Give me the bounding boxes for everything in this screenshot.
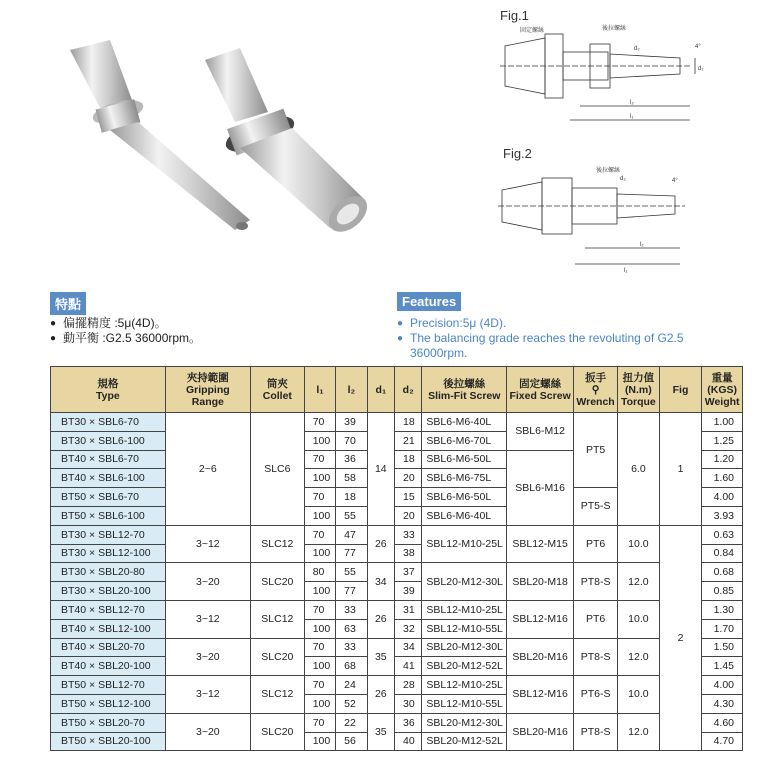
table-row: BT40 × SBL12-70 3~12 SLC12 70 33 26 31 SBL12-M10-25L SBL12-M16 PT6 10.0 1.30 (51, 600, 743, 619)
table-row: BT40 × SBL12-100 100 63 32 SBL12-M10-55L 1.70 (51, 619, 743, 638)
features-zh-tag: 特點 (50, 292, 86, 315)
spec-table (50, 366, 743, 751)
header-range: 夾持範圍 Gripping Range (165, 367, 250, 413)
header-l2: l₂ (336, 367, 367, 413)
svg-text:4°: 4° (672, 178, 678, 184)
table-row: BT40 × SBL6-100 100 58 20 SBL6-M6-75L 1.60 (51, 469, 743, 488)
svg-text:後拉螺絲: 後拉螺絲 (596, 168, 621, 174)
table-row: BT30 × SBL20-80 3~20 SLC20 80 55 34 37 SBL20-M12-30L SBL20-M18 PT8-S 12.0 0.68 (51, 563, 743, 582)
table-row: BT50 × SBL6-70 70 18 15 SBL6-M6-50L PT5-S 4.00 (51, 488, 743, 507)
header-collet: 筒夾 Collet (250, 367, 304, 413)
table-row: BT30 × SBL6-70 2~6 SLC6 70 39 14 18 SBL6-M6-40L SBL6-M12 PT5 6.0 1 1.00 (51, 413, 743, 432)
svg-text:後拉螺絲: 後拉螺絲 (602, 26, 627, 32)
table-row: BT40 × SBL20-70 3~20 SLC20 70 33 35 34 SBL20-M12-30L SBL20-M16 PT8-S 12.0 1.50 (51, 638, 743, 657)
table-row: BT50 × SBL12-100 100 52 30 SBL12-M10-55L 4.30 (51, 694, 743, 713)
wrench-icon: ⚲ (591, 383, 600, 396)
list-item: ● Precision:5μ (4D). (397, 316, 717, 331)
product-photo (40, 30, 380, 260)
header-fig: Fig (659, 367, 702, 413)
features-en-list (397, 316, 717, 361)
svg-text:l₁: l₁ (630, 114, 634, 120)
svg-text:d₂: d₂ (620, 176, 626, 182)
features-zh-list (50, 316, 201, 346)
table-row: BT30 × SBL6-100 100 70 21 SBL6-M6-70L 1.25 (51, 431, 743, 450)
table-header-row (51, 367, 743, 413)
header-d2: d₂ (395, 367, 422, 413)
svg-text:l₂: l₂ (640, 242, 644, 248)
header-l1: l₁ (304, 367, 335, 413)
header-torque: 扭力值 (N.m) Torque (618, 367, 660, 413)
list-item: ● 偏擺精度 :5μ(4D)。 (50, 316, 201, 331)
header-weight: 重量 (KGS) Weight (702, 367, 743, 413)
fig1-label: Fig.1 (500, 8, 529, 23)
table-row: BT30 × SBL12-100 100 77 38 0.84 (51, 544, 743, 563)
svg-text:4°: 4° (695, 44, 701, 50)
header-fixed-screw: 固定螺絲 Fixed Screw (507, 367, 574, 413)
features-en-tag: Features (397, 292, 461, 311)
table-row: BT50 × SBL6-100 100 55 20 SBL6-M6-40L 3.93 (51, 506, 743, 525)
header-slim-screw: 後拉螺絲 Slim-Fit Screw (422, 367, 507, 413)
header-d1: d₁ (367, 367, 394, 413)
list-item: ● 動平衡 :G2.5 36000rpm。 (50, 331, 201, 346)
svg-text:d₂: d₂ (634, 46, 640, 52)
svg-text:d₁: d₁ (698, 66, 704, 72)
table-row: BT40 × SBL6-70 70 36 18 SBL6-M6-50L SBL6-M16 1.20 (51, 450, 743, 469)
table-row: BT50 × SBL12-70 3~12 SLC12 70 24 26 28 SBL12-M10-25L SBL12-M16 PT6-S 10.0 4.00 (51, 676, 743, 695)
svg-text:l₂: l₂ (630, 100, 634, 106)
list-item: ● The balancing grade reaches the revoluting of G2.5 36000rpm. (397, 331, 717, 361)
table-row: BT30 × SBL12-70 3~12 SLC12 70 47 26 33 SBL12-M10-25L SBL12-M15 PT6 10.0 2 0.63 (51, 525, 743, 544)
header-wrench: 扳手 ⚲ Wrench (574, 367, 618, 413)
header-type: 規格 Type (51, 367, 166, 413)
table-row: BT40 × SBL20-100 100 68 41 SBL20-M12-52L 1.45 (51, 657, 743, 676)
fig2-drawing (490, 160, 730, 276)
svg-text:固定螺絲: 固定螺絲 (520, 28, 545, 34)
fig2-label: Fig.2 (503, 146, 532, 161)
table-row: BT50 × SBL20-100 100 56 40 SBL20-M12-52L 4.70 (51, 732, 743, 751)
fig1-drawing (490, 24, 730, 132)
table-row: BT50 × SBL20-70 3~20 SLC20 70 22 35 36 SBL20-M12-30L SBL20-M16 PT8-S 12.0 4.60 (51, 713, 743, 732)
svg-text:l₁: l₁ (624, 268, 628, 274)
table-row: BT30 × SBL20-100 100 77 39 0.85 (51, 582, 743, 601)
